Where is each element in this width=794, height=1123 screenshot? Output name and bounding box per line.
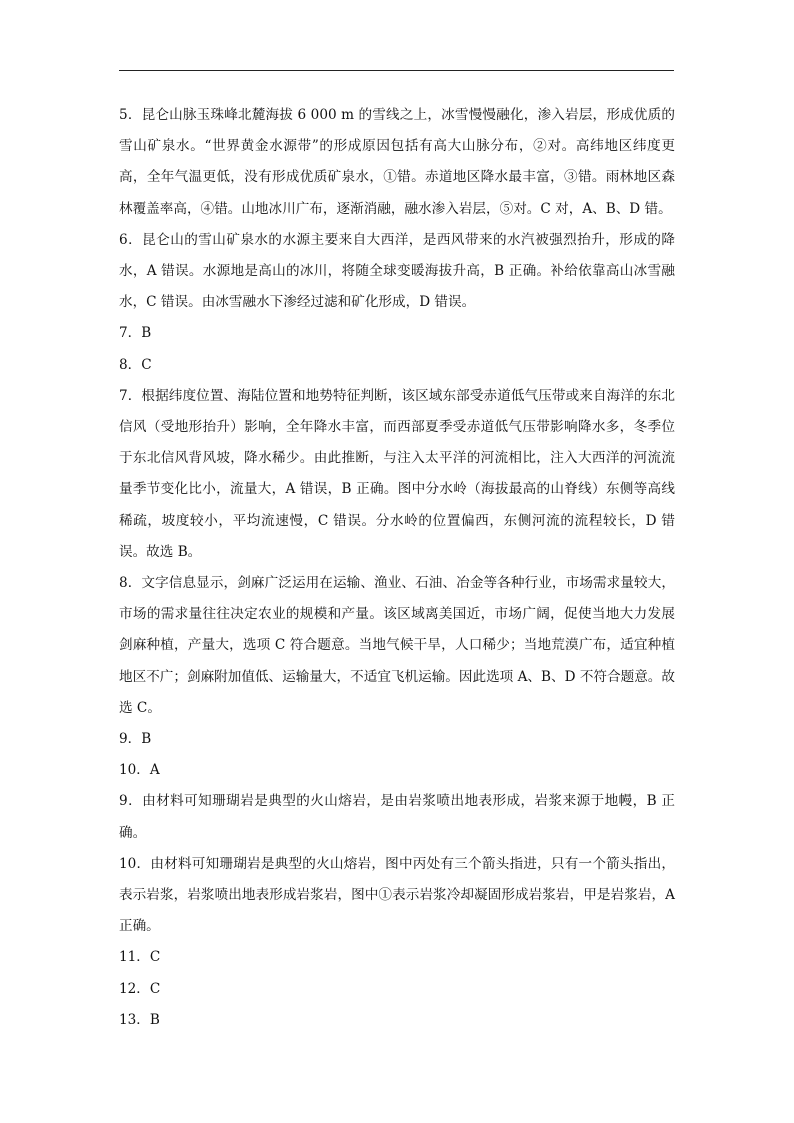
answer-key-q13: 13．B: [119, 1011, 160, 1028]
answer-key-q8: 8．C: [119, 356, 152, 373]
answer-key-q12: 12．C: [119, 980, 161, 997]
answer-key-q11: 11．C: [119, 949, 161, 966]
answer-content: [119, 100, 675, 1036]
answer-key-q7: 7．B: [119, 325, 152, 342]
answer-paragraph-q5: 5．昆仑山脉玉珠峰北麓海拔 6 000 m 的雪线之上，冰雪慢慢融化，渗入岩层，形成优质的雪山矿泉水。“世界黄金水源带”的形成原因包括有高大山脉分布，②对。高纬地区纬度更高，全年气温更低，没有形成优质矿泉水，①错。赤道地区降水最丰富，③错。雨林地区森林覆盖率高，④错。山地冰川广布，逐渐消融，融水渗入岩层，⑤对。C 对，A、B、D 错。: [119, 107, 675, 217]
answer-paragraph-q6: 6．昆仑山的雪山矿泉水的水源主要来自大西洋，是西风带来的水汽被强烈抬升，形成的降水，A 错误。水源地是高山的冰川，将随全球变暖海拔升高，B 正确。补给依靠高山冰雪融水，C 错误。由冰雪融水下渗经过滤和矿化形成，D 错误。: [119, 231, 675, 311]
header-rule: [119, 70, 674, 71]
answer-paragraph-q8: 8．文字信息显示，剑麻广泛运用在运输、渔业、石油、冶金等各种行业，市场需求量较大，市场的需求量往往决定农业的规模和产量。该区域离美国近，市场广阔，促使当地大力发展剑麻种植，产量大，选项 C 符合题意。当地气候干旱，人口稀少；当地荒漠广布，适宜种植地区不广；剑麻附加值低、运输量大，不适宜飞机运输。因此选项 A、B、D 不符合题意。故选 C。: [119, 575, 675, 716]
answer-key-q10: 10．A: [119, 762, 160, 779]
answer-paragraph-q10: 10．由材料可知珊瑚岩是典型的火山熔岩，图中丙处有三个箭头指进，只有一个箭头指出，表示岩浆，岩浆喷出地表形成岩浆岩，图中①表示岩浆冷却凝固形成岩浆岩，甲是岩浆岩，A 正确。: [119, 855, 675, 935]
answer-paragraph-q7: 7．根据纬度位置、海陆位置和地势特征判断，该区域东部受赤道低气压带或来自海洋的东北信风（受地形抬升）影响，全年降水丰富，而西部夏季受赤道低气压带影响降水多，冬季位于东北信风背风坡，降水稀少。由此推断，与注入太平洋的河流相比，注入大西洋的河流流量季节变化比小，流量大，A 错误，B 正确。图中分水岭（海拔最高的山脊线）东侧等高线稀疏，坡度较小，平均流速慢，C 错误。分水岭的位置偏西，东侧河流的流程较长，D 错误。故选 B。: [119, 387, 675, 560]
answer-paragraph-q9: 9．由材料可知珊瑚岩是典型的火山熔岩，是由岩浆喷出地表形成，岩浆来源于地幔，B 正确。: [119, 793, 675, 841]
answer-key-q9: 9．B: [119, 731, 152, 748]
